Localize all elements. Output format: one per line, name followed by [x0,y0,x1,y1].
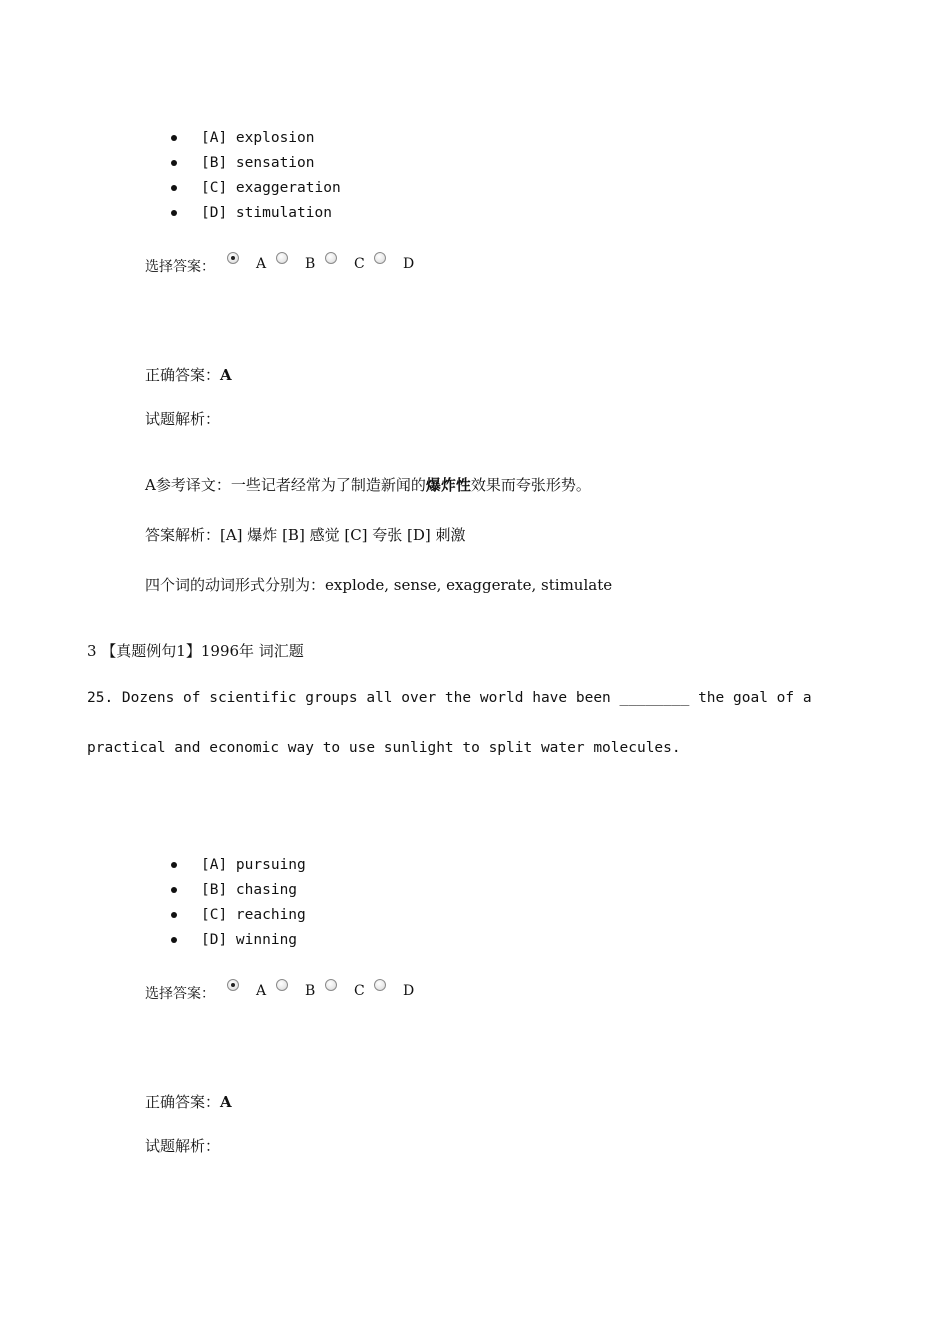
option-text: [D] stimulation [201,205,332,221]
translation-bold: 爆炸性 [425,476,471,494]
radio-letter-d: D [403,256,415,272]
radio-letter-d: D [403,983,415,999]
analysis-label-1: 试题解析： [145,410,221,428]
radio-letter-b: B [305,256,316,272]
option-text: [B] sensation [201,155,315,171]
option-text: [D] winning [201,932,298,948]
correct-answer-1 [145,364,232,385]
bullet-icon [171,135,177,141]
correct-answer-value: A [220,366,232,384]
bullet-icon [171,912,177,918]
radio-b[interactable] [276,252,288,264]
answer-label: 选择答案： [145,259,215,275]
radio-letter-a: A [256,983,267,999]
analysis-label-2: 试题解析： [145,1137,221,1155]
option-text: [C] reaching [201,907,306,923]
radio-letter-c: C [354,256,365,272]
option-text: [B] chasing [201,882,298,898]
radio-letter-c: C [354,983,365,999]
bullet-icon [171,937,177,943]
radio-letter-a: A [256,256,267,272]
verb-forms-text: 四个词的动词形式分别为：explode, sense, exaggerate, stimulate [145,576,613,594]
option-text: [A] explosion [201,130,315,146]
radio-d[interactable] [374,252,386,264]
bullet-icon [171,210,177,216]
radio-c[interactable] [325,252,337,264]
answer-label: 选择答案： [145,986,215,1002]
translation-prefix: A参考译文：一些记者经常为了制造新闻的 [145,476,426,494]
option-text: [A] pursuing [201,857,306,873]
correct-answer-label: 正确答案： [145,1093,221,1111]
translation-suffix: 效果而夸张形势。 [470,476,591,494]
correct-answer-label: 正确答案： [145,366,221,384]
question-2-heading: 3 【真题例句1】1996年 词汇题 [87,642,304,660]
radio-d[interactable] [374,979,386,991]
question-2-stem-line2: practical and economic way to use sunlight to split water molecules. [87,740,681,756]
radio-a[interactable] [227,252,239,264]
correct-answer-2 [145,1091,232,1112]
radio-b[interactable] [276,979,288,991]
bullet-icon [171,862,177,868]
radio-c[interactable] [325,979,337,991]
option-text: [C] exaggeration [201,180,341,196]
bullet-icon [171,160,177,166]
radio-letter-b: B [305,983,316,999]
answer-analysis-text: 答案解析：[A] 爆炸 [B] 感觉 [C] 夸张 [D] 刺激 [145,526,466,544]
radio-a[interactable] [227,979,239,991]
correct-answer-value: A [220,1093,232,1111]
bullet-icon [171,185,177,191]
bullet-icon [171,887,177,893]
question-2-stem-line1: 25. Dozens of scientific groups all over the world have been ________ the goal of a [87,690,812,706]
translation-text [145,474,591,495]
